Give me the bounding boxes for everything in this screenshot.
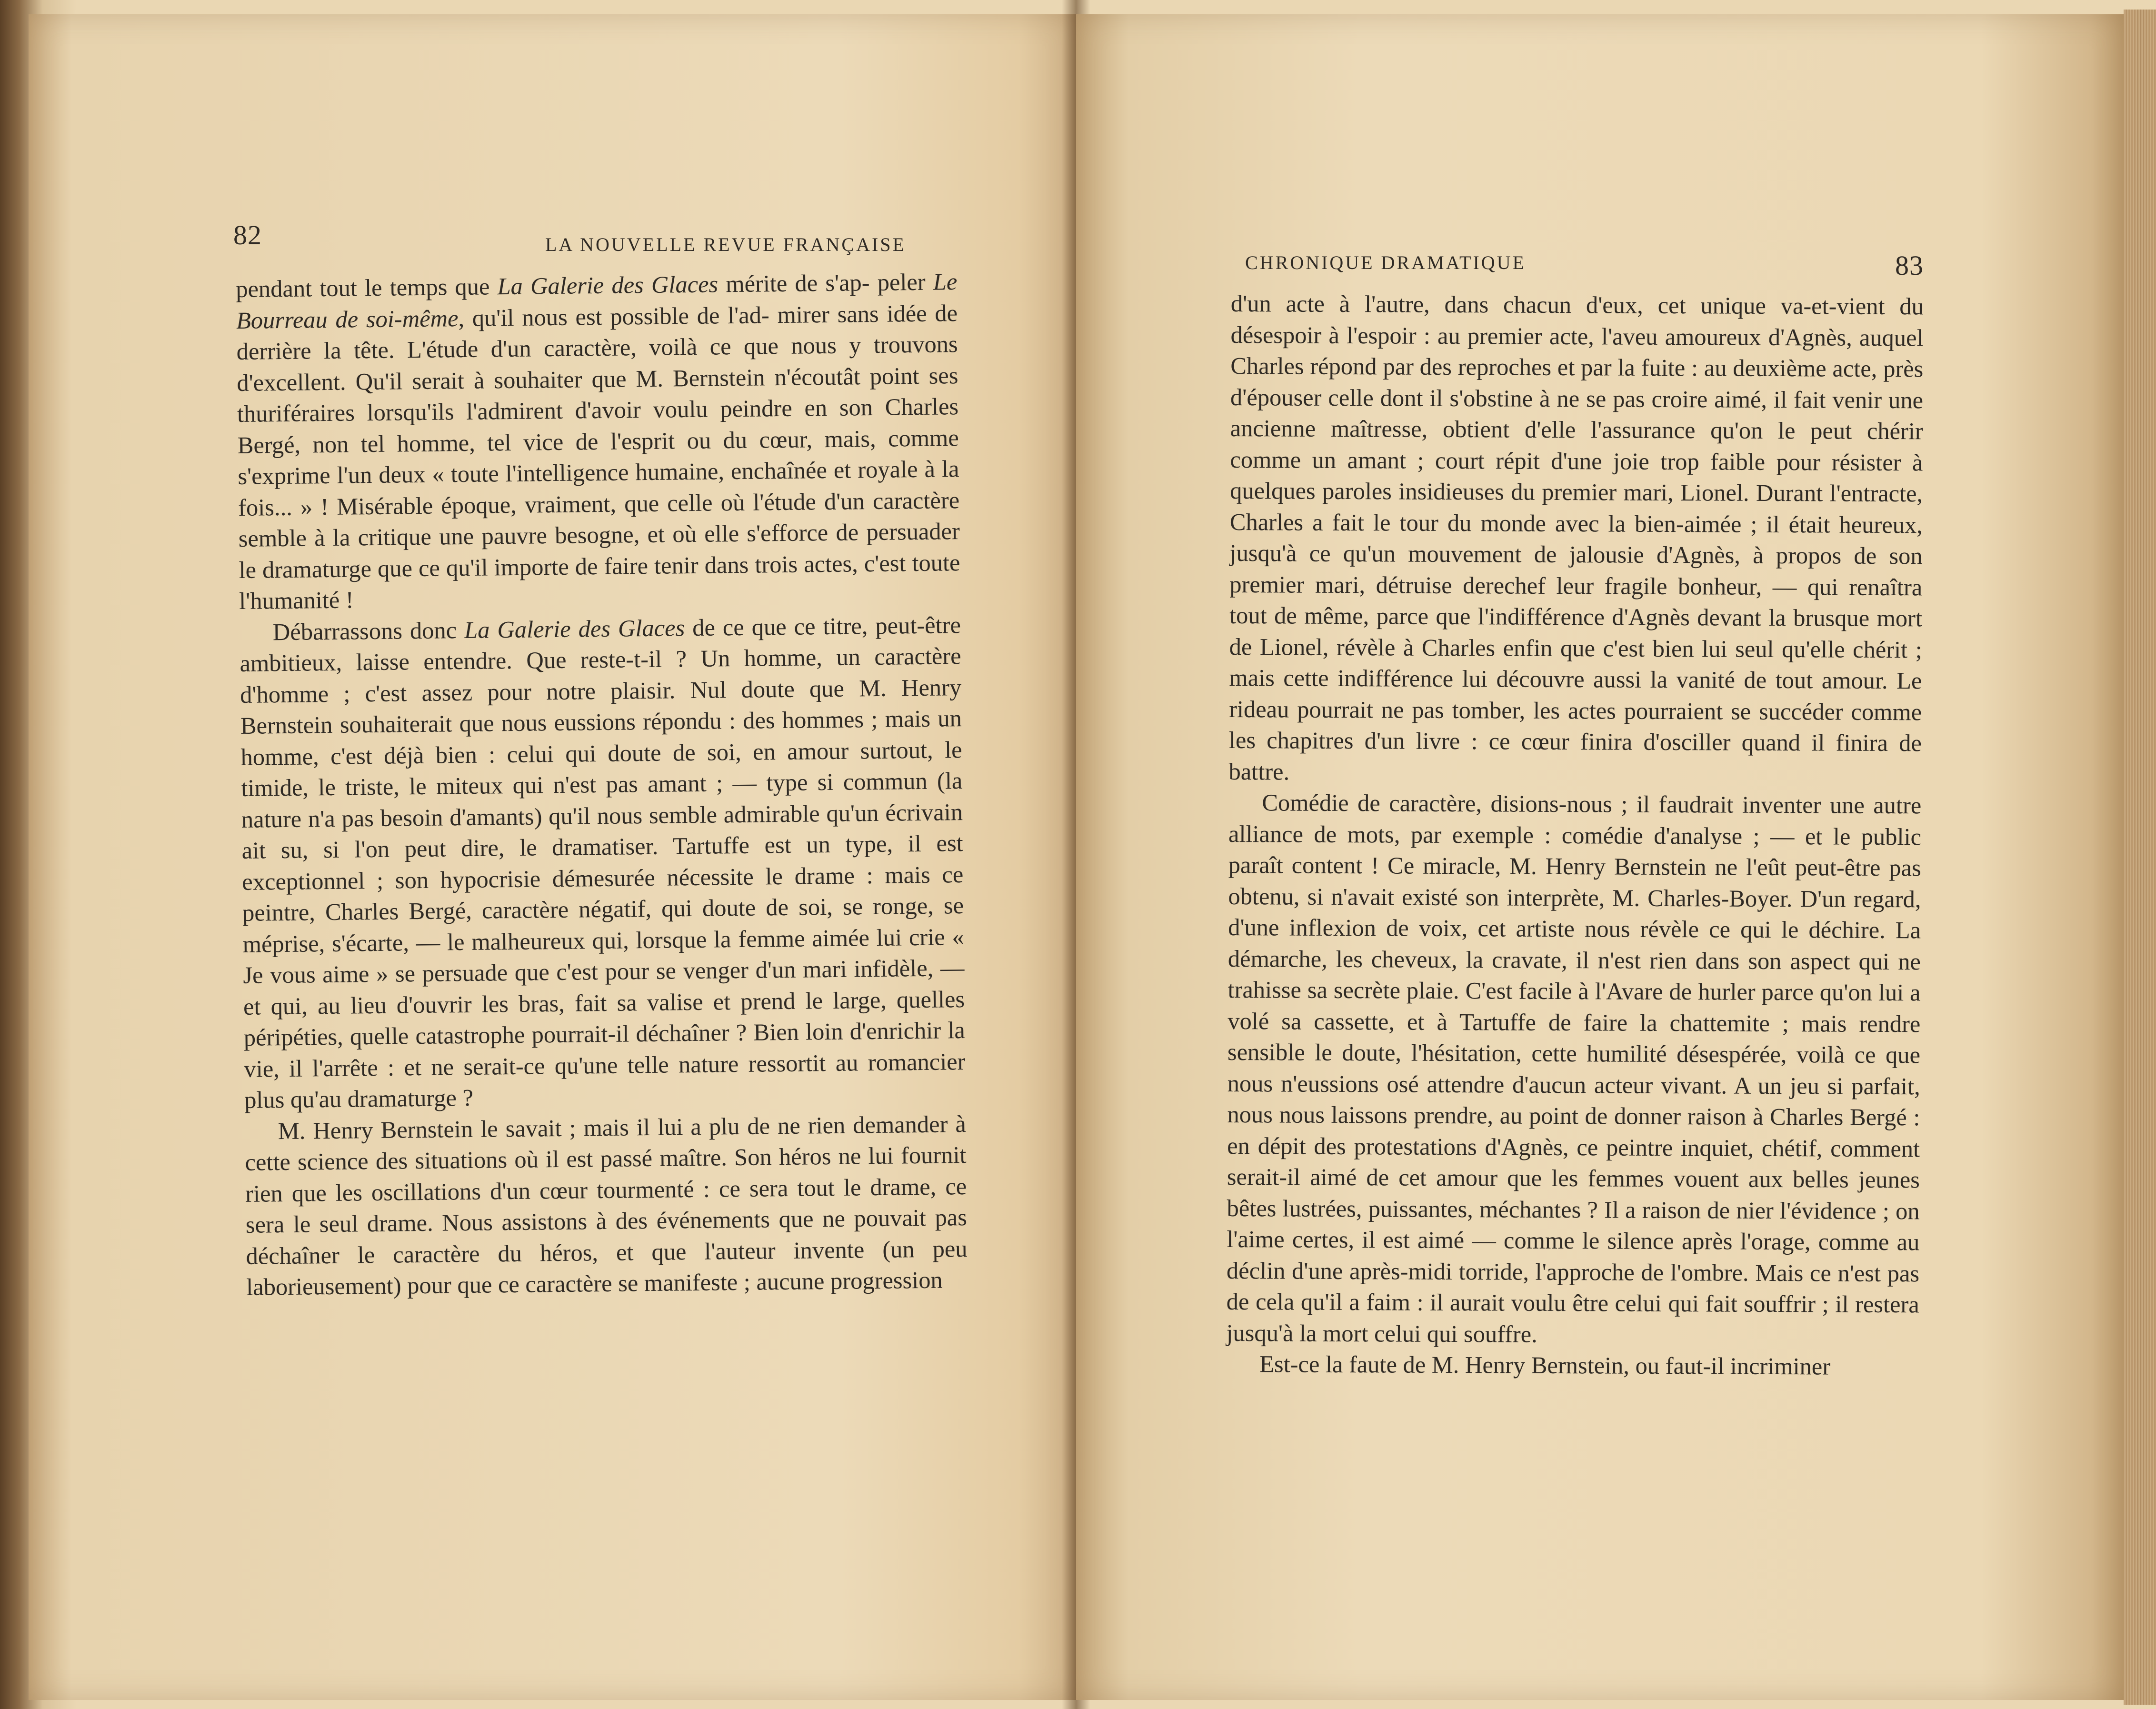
right-paragraph-1: d'un acte à l'autre, dans chacun d'eux, cet unique va-et-vient du désespoir à l'espoir : au premier acte, l'aveu amoureux d'Agnès, auquel Charles répond par des reproches et par la fuite : au deuxième acte, près d'épouser celle dont il s'obstine à ne se pas croire aimé, il fait venir une ancienne maîtresse, obtient d'elle l'assurance qu'on le peut chérir comme un amant ; court répit d'une joie trop faible pour résister à quelques paroles insidieuses du premier mari, Lionel. Durant l'entracte, Charles a fait le tour du monde avec la bien-aimée ; il était heureux, jusqu'à ce qu'un mouvement de jalousie d'Agnès, à propos de son premier mari, détruise derechef leur fragile bonheur, — qui renaîtra tout de même, parce que l'indifférence d'Agnès devant la brusque mort de Lionel, révèle à Charles enfin que c'est bien lui seul qu'elle chérit ; mais cette indifférence lui découvre aussi la vanité de tout amour. Le rideau pourrait ne pas tomber, les actes pourraient se succéder comme les chapitres d'un livre : ce cœur finira d'osciller quand il finira de battre. [1228,290,1924,785]
text-run: , qu'il nous est possible de l'ad- [458,301,770,331]
text-run: pendant tout le temps que [236,273,498,302]
italic-title: La Galerie des Glaces [464,614,685,643]
text-run: Débarrassons donc [272,616,465,645]
right-running-title: CHRONIQUE DRAMATIQUE [1245,252,1526,273]
right-paragraph-3: Est-ce la faute de M. Henry Bernstein, ou faut-il incriminer [1259,1350,1831,1380]
right-page-header [1076,219,2124,281]
right-paragraph-2: Comédie de caractère, disions-nous ; il faudrait inventer une autre alliance de mots, par exemple : comédie d'analyse ; — et le public paraît content ! Ce miracle, M. Henry Bernstein ne l'eût peut-être pas obtenu, si n'avait existé son interprète, M. Charles-Boyer. D'un regard, d'une inflexion de voix, cet artiste nous révèle ce qui le déchire. La démarche, les cheveux, la cravate, il n'est rien dans son aspect qui ne trahisse sa secrète plaie. C'est facile à l'Avare de hurler parce qu'on lui a volé sa cassette, et à Tartuffe de faire la chattemite ; mais rendre sensible le doute, l'hésitation, cette humilité désespérée, voilà ce que nous n'eussions osé attendre d'aucun acteur vivant. A un jeu si parfait, nous nous laissons prendre, au point de donner raison à Charles Bergé : en dépit des protestations d'Agnès, ce peintre inquiet, chétif, comment serait-il aimé de cet amour que les femmes vouent aux belles jeunes bêtes lustrées, puissantes, méchantes ? Il a raison de nier l'évidence ; on l'aime certes, il est aimé — comme le silence après l'orage, comme au déclin d'une après-midi torride, l'approche de l'ombre. Mais ce n'est pas de cela qu'il a faim : il aurait voulu être celui qui fait souffrir ; il restera jusqu'à la mort celui qui souffre. [1226,789,1922,1348]
left-page [29,14,1076,1700]
italic-title: La Galerie des Glaces [497,270,719,300]
left-paragraph-2 [240,610,966,1116]
text-run: mirer sans idée de derrière la tête. L'étude d'un caractère, voilà ce que nous y trouvons d'excellent. Qu'il serait à souhaiter que M. Bernstein n'écoutât point ses thuriféraires lorsqu'ils l'admirent d'avoir voulu peindre en son Charles Bergé, non tel homme, tel vice de l'esprit ou du cœur, mais, comme s'exprime l'un deux « toute l'intelligence humaine, enchaînée et royale à la fois... » ! Misérable époque, vraiment, que celle où l'étude d'un caractère semble à la critique une pauvre besogne, et où elle s'efforce de persuader le dramaturge que ce qu'il importe de faire tenir dans trois actes, c'est toute l'humanité ! [236,299,960,614]
right-page-number: 83 [1895,250,1924,281]
page-block-edge [2124,10,2156,1705]
left-paragraph-3: M. Henry Bernstein le savait ; mais il lui a plu de ne rien demander à cette science des situations où il est passé maître. Son héros ne lui fournit rien que les oscillations d'un cœur tourmenté : ce sera tout le drame, ce sera le seul drame. Nous assistons à des événements que ne pouvait pas déchaîner le caractère du héros, et que l'auteur invente (un peu laborieusement) pour que ce caractère se manifeste ; aucune progression [245,1110,968,1300]
text-run: de ce que ce titre, peut-être ambitieux, laisse entendre. Que reste-t-il ? Un homme, un caractère d'homme ; c'est assez pour notre plaisir. Nul doute que M. Henry Bernstein souhaiterait que nous eussions répondu : des hommes ; mais un homme, c'est déjà bien : celui qui doute de soi, en amour surtout, le timide, le triste, le miteux qui n'est pas amant ; — type si commun (la nature n'a pas besoin d'amants) qu'il nous semble admirable qu'un écrivain ait su, si l'on peut dire, le dramatiser. Tartuffe est un type, il est exceptionnel ; son hypocrisie démesurée nécessite le drame : mais ce peintre, Charles Bergé, caractère négatif, qui doute de soi, se ronge, se méprise, s'écarte, — le malheureux qui, lorsque la femme aimée lui crie « Je vous aime » se persuade que c'est pour se venger d'un mari infidèle, — et qui, au lieu d'ouvrir les bras, fait sa valise et prend le large, quelles péripéties, quelle catastrophe pourrait-il déchaîner ? Bien loin d'enrichir la vie, il l'arrête : et ne serait-ce qu'une telle nature ressortit au romancier plus qu'au dramaturge ? [240,611,966,1113]
left-paragraph-1 [236,266,960,617]
left-page-header [29,219,1076,262]
text-run: peler [877,268,934,296]
left-running-title: LA NOUVELLE REVUE FRANÇAISE [545,234,906,255]
left-page-number: 82 [233,220,262,250]
right-page [1076,14,2124,1700]
left-page-body [236,266,968,1303]
italic-title: Le Bourreau de soi-même [236,268,958,334]
text-run: mérite de s'ap- [718,269,870,298]
right-page-body [1226,288,1924,1383]
